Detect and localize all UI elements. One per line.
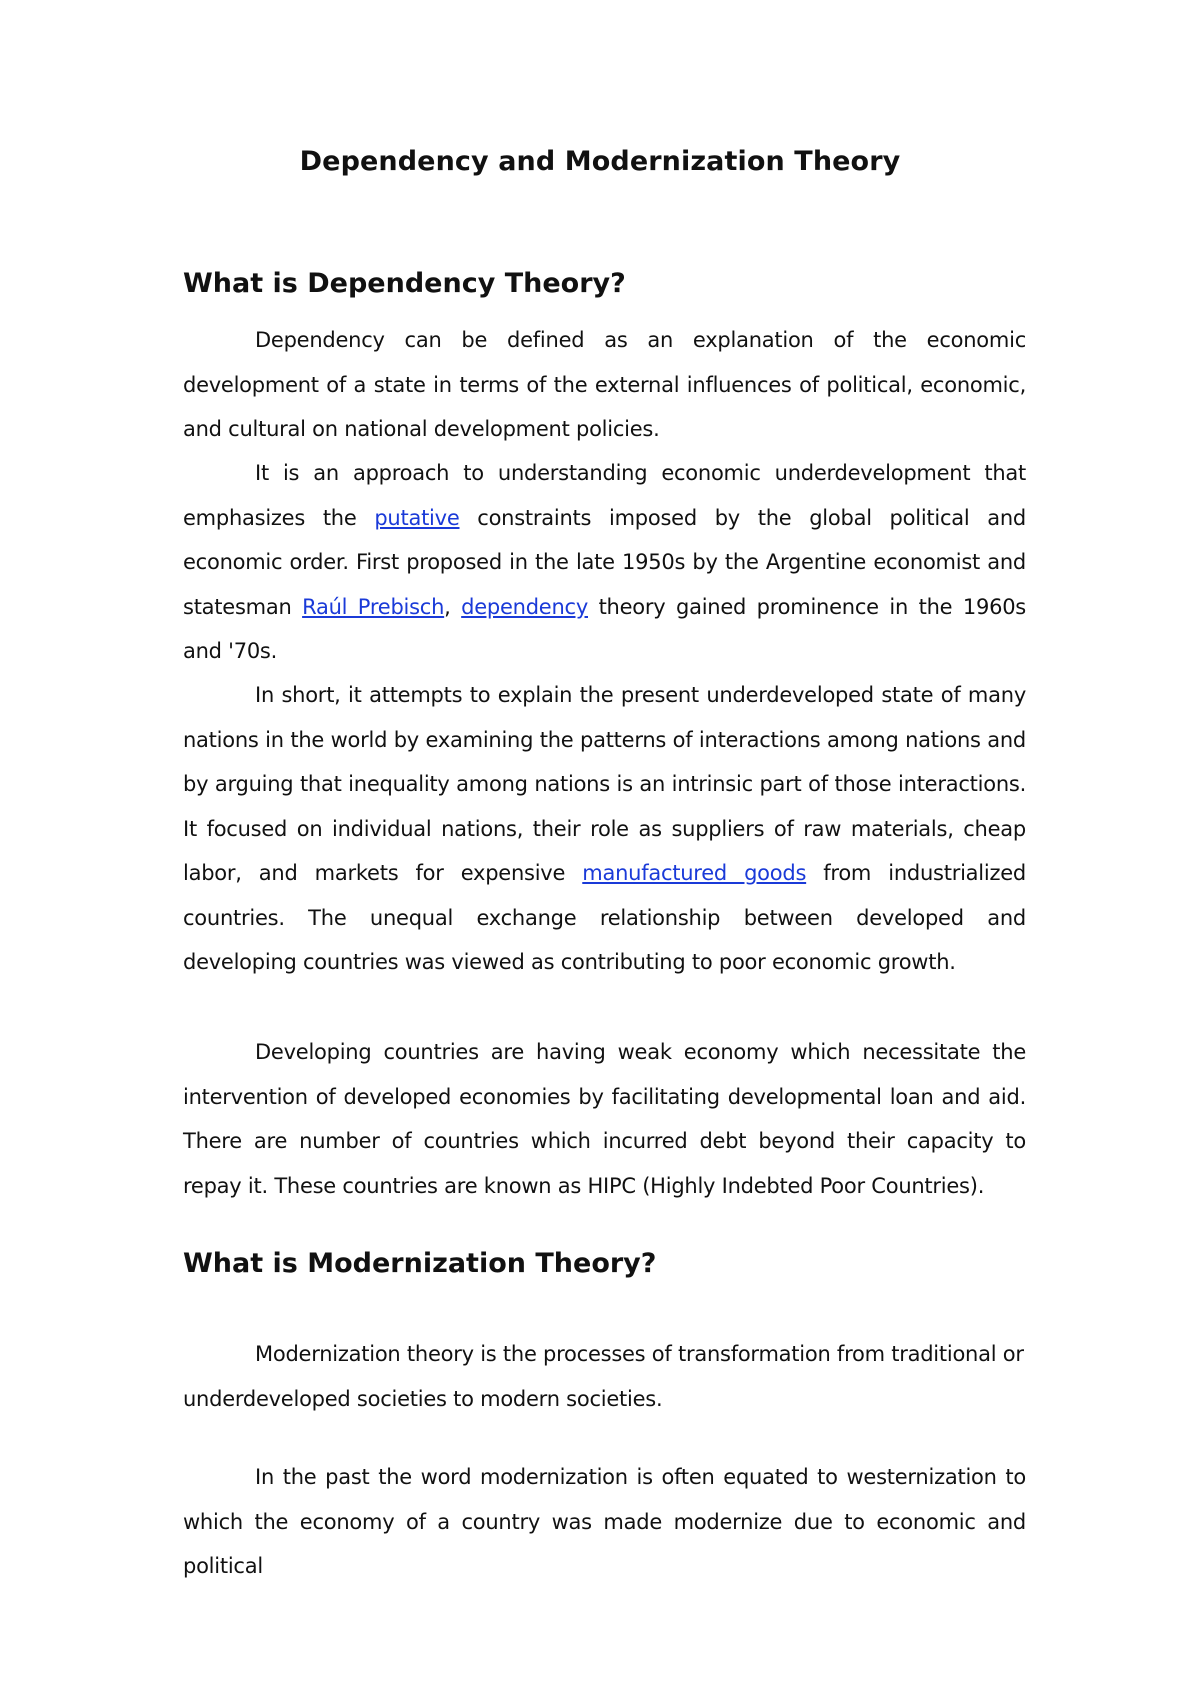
text-segment: constraints imposed by the global political and economic order. First proposed in the late 1950s by the Argentine economist and statesman bbox=[183, 505, 1027, 619]
paragraph-dependency-definition: Dependency can be defined as an explanation of the economic development of a state in terms of the external influences of political, economic, and cultural on national development policies. bbox=[183, 328, 1026, 441]
text-segment: In short, it attempts to explain the present underdeveloped state of many nations in the world by examining the patterns of interactions among nations and by arguing that inequality among nations is an intrinsic part of those interactions. It focused on individual nations, their role as suppliers of raw materials, cheap labor, and markets for expensive bbox=[183, 683, 1026, 885]
link-putative[interactable]: putative bbox=[374, 505, 460, 530]
text-segment: theory gained prominence in the 1960s and '70s. bbox=[183, 594, 1026, 663]
link-manufactured-goods[interactable]: manufactured goods bbox=[582, 861, 807, 885]
text-segment: , bbox=[444, 594, 462, 619]
text-segment: from industrialized countries. The unequal exchange relationship between developed and developing countries was viewed as contributing to poor economic growth. bbox=[183, 861, 1026, 974]
paragraph-modernization-westernization: In the past the word modernization is often equated to westernization to which the economy of a country was made modernize due to economic and political bbox=[183, 1465, 1026, 1578]
paragraph-dependency-explanation bbox=[183, 673, 1026, 985]
page-title: Dependency and Modernization Theory bbox=[299, 146, 901, 177]
section-heading-dependency: What is Dependency Theory? bbox=[183, 268, 626, 299]
paragraph-dependency-approach bbox=[183, 451, 1026, 674]
paragraph-developing-countries: Developing countries are having weak economy which necessitate the intervention of developed economies by facilitating developmental loan and aid. There are number of countries which incurred debt beyond their capacity to repay it. These countries are known as HIPC (Highly Indebted Poor Countries). bbox=[183, 1040, 1026, 1198]
link-raul-prebisch[interactable]: Raúl Prebisch bbox=[302, 594, 445, 619]
section-heading-modernization: What is Modernization Theory? bbox=[183, 1248, 657, 1279]
link-dependency[interactable]: dependency bbox=[461, 594, 588, 619]
paragraph-modernization-definition: Modernization theory is the processes of transformation from traditional or underdeveloped societies to modern societies. bbox=[183, 1342, 1024, 1411]
text-segment: It is an approach to understanding economic underdevelopment that emphasizes the bbox=[183, 461, 1026, 530]
